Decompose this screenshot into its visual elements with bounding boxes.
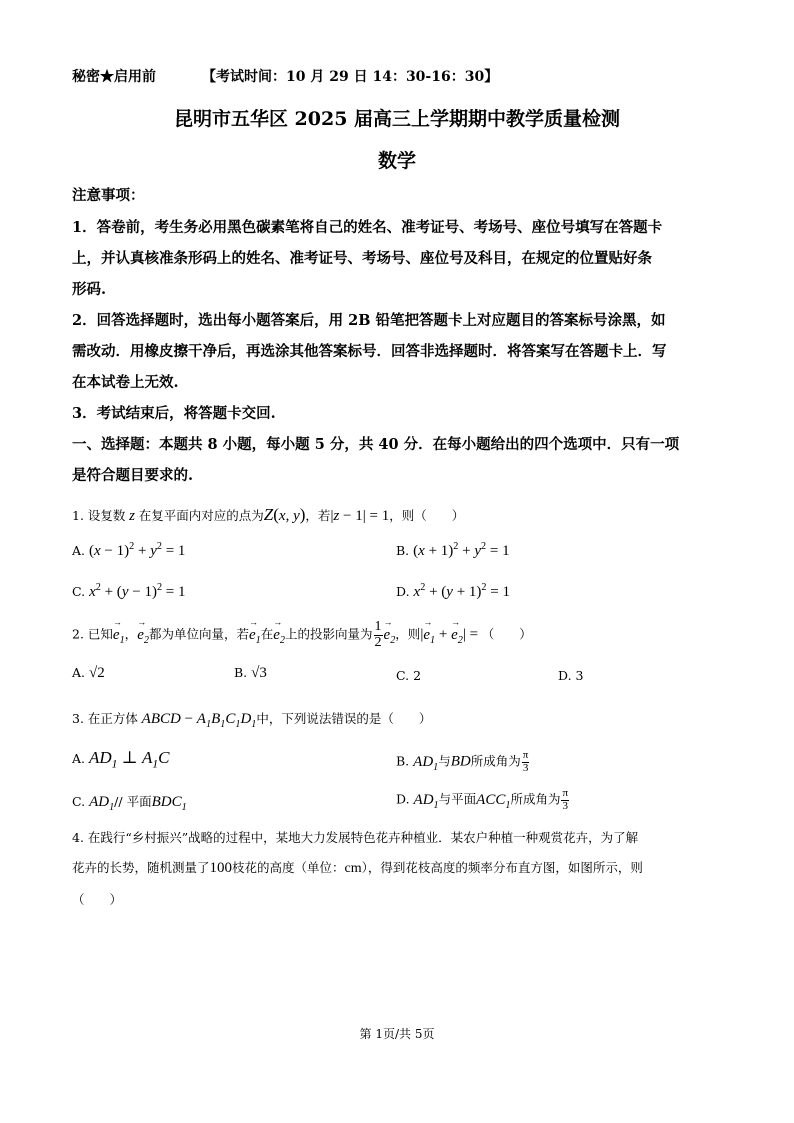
q2-option-a[interactable]: A. √2 <box>72 665 105 681</box>
confidential-label: 秘密★启用前 <box>72 69 156 85</box>
question-4-line-2: 花卉的长势，随机测量了100枝花的高度（单位：cm），得到花枝高度的频率分布直方图，如图所示，则 <box>72 860 643 876</box>
question-1-stem: 1. 设复数 z 在复平面内对应的点为Z(x, y)，若|z − 1| = 1，则（ ） <box>72 505 465 524</box>
note-1-line-2: 上，并认真核准条形码上的姓名、准考证号、考场号、座位号及科目，在规定的位置贴好条 <box>72 250 652 267</box>
note-1-line-1: 1．答卷前，考生务必用黑色碳素笔将自己的姓名、准考证号、考场号、座位号填写在答题卡 <box>72 219 663 236</box>
note-2-line-1: 2．回答选择题时，选出每小题答案后，用 2B 铅笔把答题卡上对应题目的答案标号涂黑，如 <box>72 312 666 329</box>
question-2-stem: 2. 已知→ $e_1$，→ $e_2$都为单位向量，若→ $e_1$在→ $e_2$上的投影向量为 $\frac{1}{2}$ → $e_2$，则|→ $e_1$ + → $e_2|$ = （ ） <box>72 620 532 650</box>
q3-option-d[interactable]: D. $AD_1$与平面$ACC_1$所成角为 $\frac{\pi}{3}$ <box>396 787 569 812</box>
subject-title: 数学 <box>377 150 416 172</box>
question-3-stem: 3. 在正方体 ABCD − $A_1B_1C_1D_1$中，下列说法错误的是（ ） <box>72 711 432 730</box>
note-2-line-2: 需改动．用橡皮擦干净后，再选涂其他答案标号．回答非选择题时．将答案写在答题卡上．写 <box>72 343 667 360</box>
note-1-line-3: 形码. <box>72 281 107 298</box>
notes-heading: 注意事项： <box>72 187 145 204</box>
note-2-line-3: 在本试卷上无效. <box>72 374 179 391</box>
section-1-line-2: 是符合题目要求的. <box>72 467 194 484</box>
q3-option-c[interactable]: C. $AD_1//$ 平面$BDC_1$ <box>72 794 187 813</box>
q1-option-b[interactable]: B. $(x + 1)^2 + y^2 = 1$ <box>396 541 510 559</box>
q1-option-c[interactable]: C. $x^2 + (y - 1)^2 = 1$ <box>72 582 186 600</box>
page-title: 昆明市五华区 2025 届高三上学期期中教学质量检测 <box>173 108 621 130</box>
section-1-line-1: 一、选择题：本题共 8 小题，每小题 5 分，共 40 分．在每小题给出的四个选项中．只有一项 <box>72 436 680 453</box>
q1-option-a[interactable]: A. $(x - 1)^2 + y^2 = 1$ <box>72 541 186 559</box>
question-4-line-3: （ ） <box>72 892 123 907</box>
q2-option-c[interactable]: C. 2 <box>396 668 422 683</box>
q3-option-a[interactable]: A. $AD_1$ ⊥ $A_1C$ <box>72 748 170 771</box>
note-3: 3．考试结束后，将答题卡交回. <box>72 405 276 422</box>
q2-option-b[interactable]: B. √3 <box>234 665 267 681</box>
exam-time: 【考试时间：10 月 29 日 14：30-16：30】 <box>202 69 499 85</box>
q2-option-d[interactable]: D. 3 <box>558 668 584 683</box>
q1-option-d[interactable]: D. $x^2 + (y + 1)^2 = 1$ <box>396 582 510 600</box>
q3-option-b[interactable]: B. $AD_1$与BD所成角为 $\frac{\pi}{3}$ <box>396 749 529 774</box>
page-footer: 第 1页/共 5页 <box>359 1027 435 1041</box>
question-4-line-1: 4. 在践行“乡村振兴”战略的过程中，某地大力发展特色花卉种植业．某农户种植一种观赏花卉，为了解 <box>72 830 639 845</box>
